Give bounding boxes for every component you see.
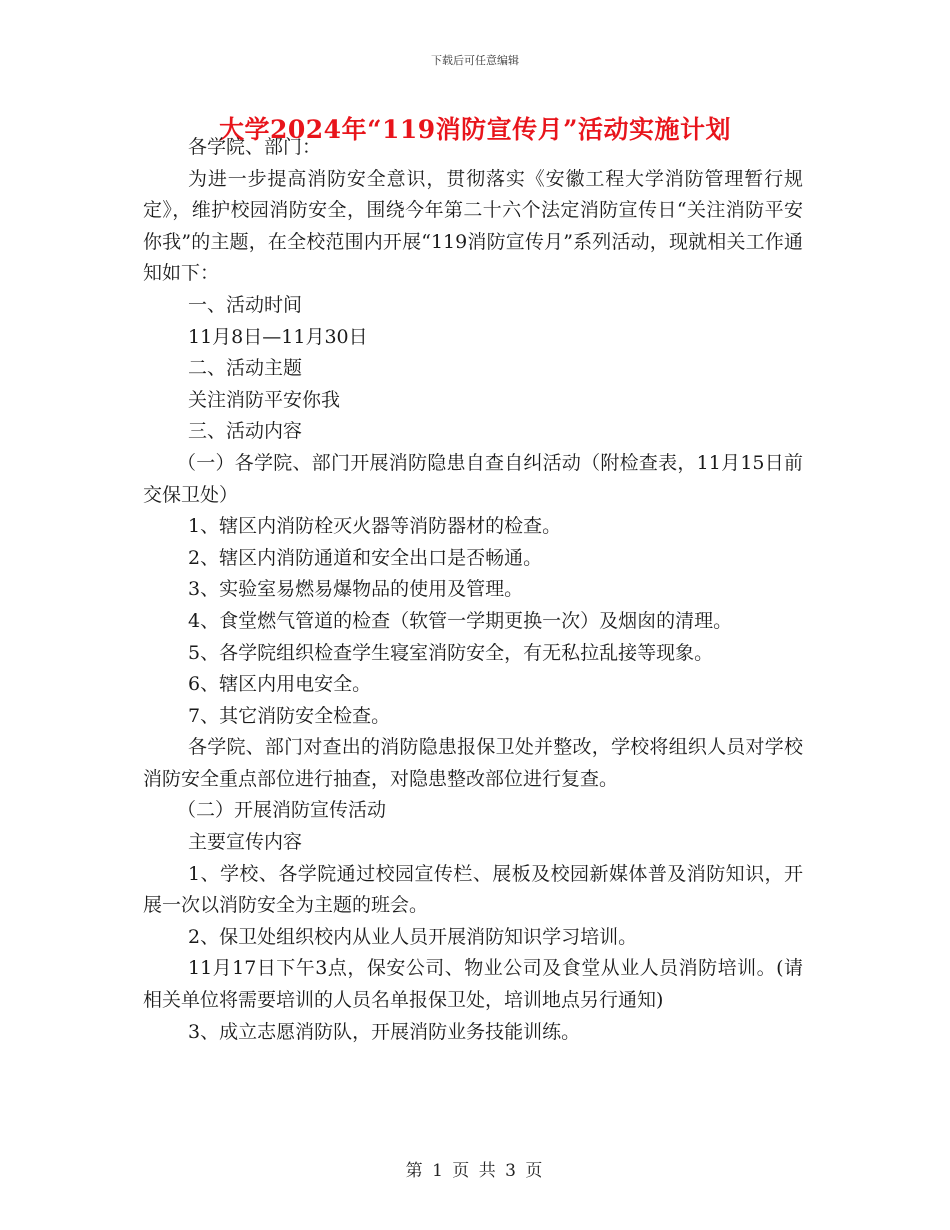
list-item: 2、辖区内消防通道和安全出口是否畅通。 <box>188 546 543 569</box>
intro-paragraph: 为进一步提高消防安全意识，贯彻落实《安徽工程大学消防管理暂行规定》，维护校园消防安全，围绕今年第二十六个法定消防宣传日“关注消防平安你我”的主题，在全校范围内开展“119消防宣传月”系列活动，现就相关工作通知如下： <box>143 167 803 285</box>
list-item: 1、辖区内消防栓灭火器等消防器材的检查。 <box>188 515 562 538</box>
document-body <box>143 132 803 1048</box>
activity-theme: 关注消防平安你我 <box>188 388 341 411</box>
page-footer: 第 1 页 共 3 页 <box>405 1161 545 1181</box>
section-heading-time: 一、活动时间 <box>188 293 303 316</box>
document-title: 大学2024年“119消防宣传月”活动实施计划 <box>218 115 732 144</box>
activity-dates: 11月8日—11月30日 <box>188 325 368 348</box>
list-item: 2、保卫处组织校内从业人员开展消防知识学习培训。 <box>188 925 638 948</box>
list-item: 4、食堂燃气管道的检查（软管一学期更换一次）及烟囱的清理。 <box>188 609 733 632</box>
list-item: 3、成立志愿消防队，开展消防业务技能训练。 <box>188 1020 581 1043</box>
page-header: 下载后可任意编辑 <box>431 54 519 67</box>
subsection-heading-publicity: （二）开展消防宣传活动 <box>177 799 387 822</box>
subsection-heading-self-check: （一）各学院、部门开展消防隐患自查自纠活动（附检查表，11月15日前交保卫处） <box>143 451 803 506</box>
section-heading-content: 三、活动内容 <box>188 420 303 443</box>
publicity-content-heading: 主要宣传内容 <box>188 831 303 854</box>
list-item: 6、辖区内用电安全。 <box>188 673 372 696</box>
salutation: 各学院、部门： <box>188 136 322 158</box>
training-paragraph: 11月17日下午3点，保安公司、物业公司及食堂从业人员消防培训。(请相关单位将需要培训的人员名单报保卫处，培训地点另行通知) <box>143 957 803 1012</box>
list-item: 7、其它消防安全检查。 <box>188 704 391 727</box>
section-heading-theme: 二、活动主题 <box>188 357 303 380</box>
rectification-paragraph: 各学院、部门对查出的消防隐患报保卫处并整改，学校将组织人员对学校消防安全重点部位进行抽查，对隐患整改部位进行复查。 <box>143 736 803 790</box>
list-item: 1、学校、各学院通过校园宣传栏、展板及校园新媒体普及消防知识，开展一次以消防安全为主题的班会。 <box>143 862 803 917</box>
list-item: 3、实验室易燃易爆物品的使用及管理。 <box>188 578 524 601</box>
list-item: 5、各学院组织检查学生寝室消防安全，有无私拉乱接等现象。 <box>188 641 714 664</box>
